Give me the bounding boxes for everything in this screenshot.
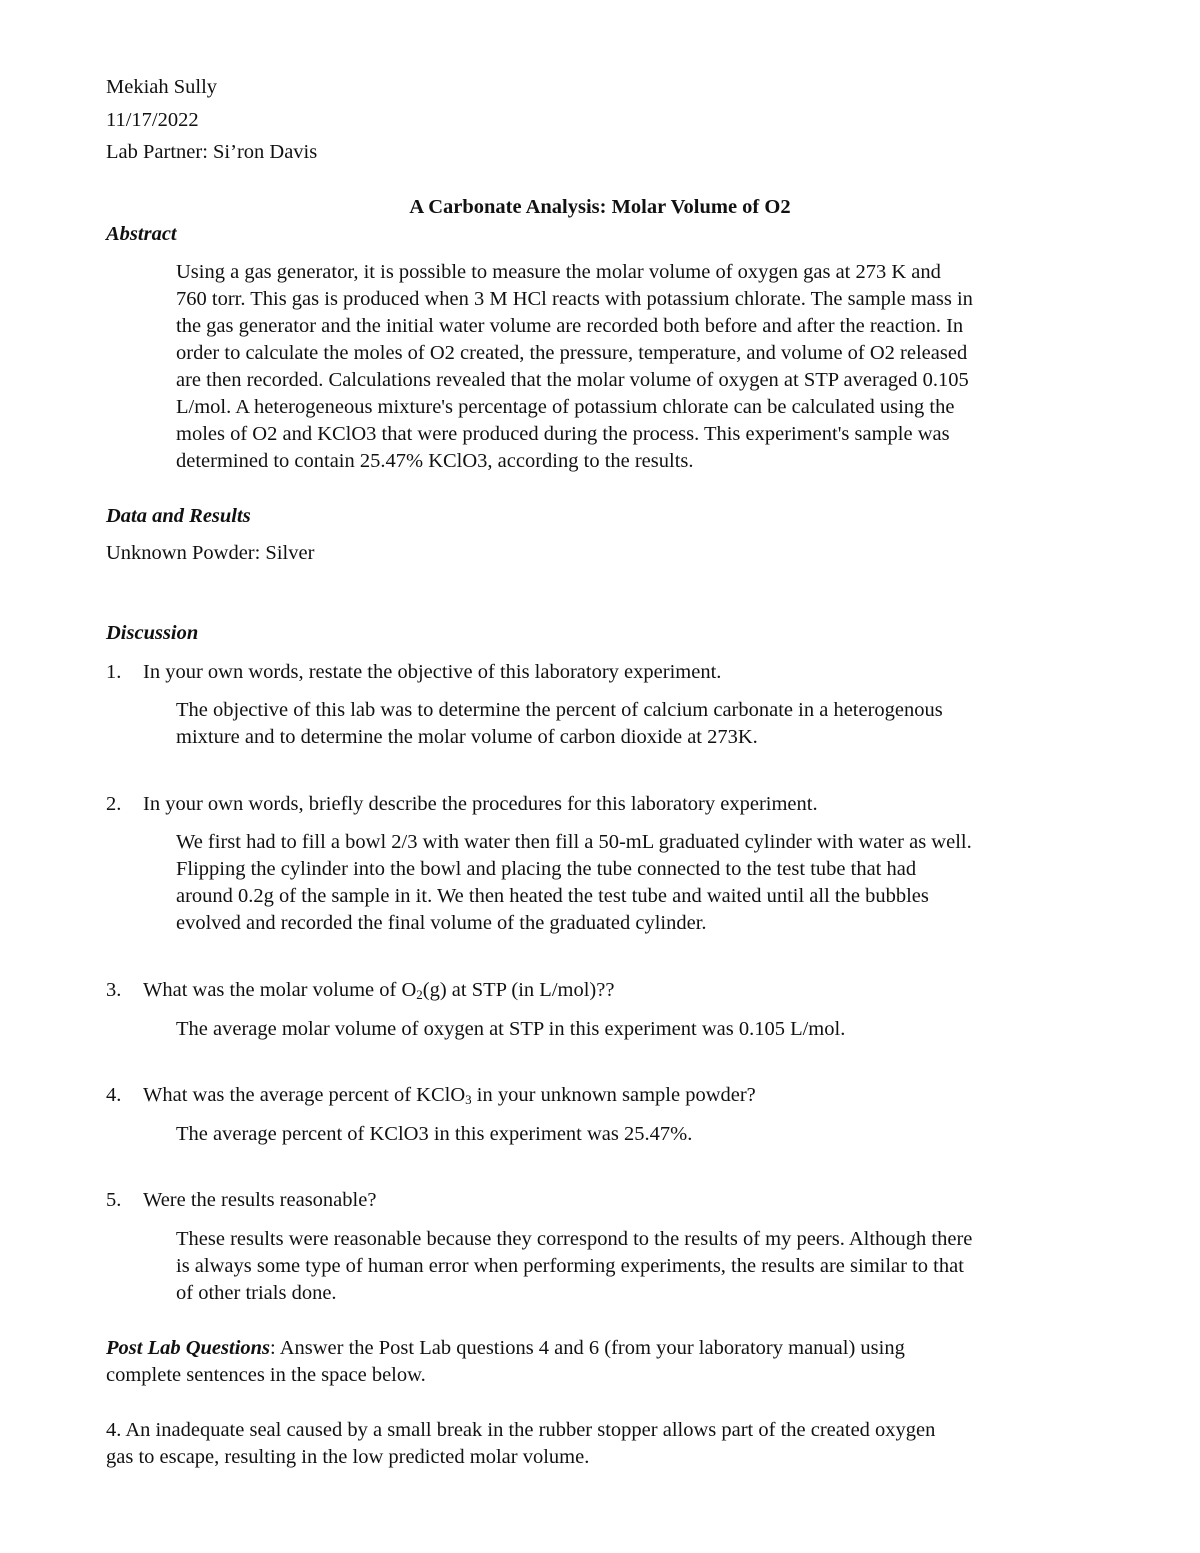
discussion-heading: Discussion <box>106 622 199 644</box>
abstract-line: the gas generator and the initial water volume are recorded both before and after the reaction. In <box>176 315 964 337</box>
discussion-answer-1 <box>176 697 1106 751</box>
answer-line: We first had to fill a bowl 2/3 with water then fill a 50-mL graduated cylinder with water as well. <box>176 831 972 853</box>
question-number: 1. <box>106 661 122 683</box>
question-text-part: What was the average percent of KClO <box>143 1084 466 1106</box>
answer-line: gas to escape, resulting in the low predicted molar volume. <box>106 1446 590 1468</box>
abstract-line: are then recorded. Calculations revealed that the molar volume of oxygen at STP averaged 0.105 <box>176 369 969 391</box>
question-text-part: (g) at STP (in L/mol)?? <box>422 979 615 1001</box>
discussion-answer-5 <box>176 1226 1106 1307</box>
post-lab-instruction-text: : Answer the Post Lab questions 4 and 6 (from your laboratory manual) using <box>270 1337 905 1359</box>
question-text: In your own words, briefly describe the procedures for this laboratory experiment. <box>143 793 818 815</box>
report-title: A Carbonate Analysis: Molar Volume of O2 <box>409 196 791 218</box>
subscript: 2 <box>416 987 423 1002</box>
answer-line: of other trials done. <box>176 1282 337 1304</box>
question-text-part: in your unknown sample powder? <box>471 1084 756 1106</box>
lab-partner: Lab Partner: Si’ron Davis <box>106 141 318 163</box>
question-text: Were the results reasonable? <box>143 1189 377 1211</box>
question-text <box>143 1084 756 1106</box>
question-number: 4. <box>106 1084 122 1106</box>
question-number: 2. <box>106 793 122 815</box>
abstract-heading: Abstract <box>106 223 177 245</box>
post-lab-instruction <box>106 1335 1096 1389</box>
question-number: 5. <box>106 1189 122 1211</box>
answer-line: evolved and recorded the final volume of the graduated cylinder. <box>176 912 707 934</box>
discussion-question-2 <box>106 791 818 818</box>
discussion-question-1 <box>106 659 721 686</box>
question-text <box>143 979 614 1001</box>
abstract-line: order to calculate the moles of O2 created, the pressure, temperature, and volume of O2 released <box>176 342 968 364</box>
answer-line: 4. An inadequate seal caused by a small break in the rubber stopper allows part of the created oxygen <box>106 1419 936 1441</box>
answer-line: mixture and to determine the molar volume of carbon dioxide at 273K. <box>176 726 758 748</box>
discussion-answer-2 <box>176 829 1106 937</box>
answer-line: is always some type of human error when performing experiments, the results are similar to that <box>176 1255 964 1277</box>
discussion-question-4 <box>106 1082 756 1109</box>
discussion-answer-4 <box>176 1121 1106 1148</box>
answer-line: around 0.2g of the sample in it. We then heated the test tube and waited until all the bubbles <box>176 885 929 907</box>
answer-line: These results were reasonable because they correspond to the results of my peers. Although there <box>176 1228 973 1250</box>
discussion-question-5 <box>106 1187 376 1214</box>
data-results-heading: Data and Results <box>106 505 251 527</box>
abstract-line: L/mol. A heterogeneous mixture's percentage of potassium chlorate can be calculated using the <box>176 396 955 418</box>
post-lab-heading: Post Lab Questions <box>106 1337 271 1359</box>
question-text-part: What was the molar volume of O <box>143 979 417 1001</box>
report-date: 11/17/2022 <box>106 109 199 131</box>
answer-line: The average percent of KClO3 in this experiment was 25.47%. <box>176 1123 693 1145</box>
post-lab-answer <box>106 1417 1096 1471</box>
abstract-body <box>176 259 1106 475</box>
question-text: In your own words, restate the objective of this laboratory experiment. <box>143 661 722 683</box>
answer-line: The average molar volume of oxygen at STP in this experiment was 0.105 L/mol. <box>176 1018 846 1040</box>
abstract-line: 760 torr. This gas is produced when 3 M HCl reacts with potassium chlorate. The sample mass in <box>176 288 973 310</box>
answer-line: The objective of this lab was to determine the percent of calcium carbonate in a heterogenous <box>176 699 943 721</box>
discussion-answer-3 <box>176 1016 1106 1043</box>
subscript: 3 <box>465 1092 472 1107</box>
answer-line: Flipping the cylinder into the bowl and placing the tube connected to the test tube that had <box>176 858 917 880</box>
unknown-powder: Unknown Powder: Silver <box>106 542 315 564</box>
discussion-question-3 <box>106 977 614 1004</box>
abstract-line: Using a gas generator, it is possible to measure the molar volume of oxygen gas at 273 K and <box>176 261 941 283</box>
abstract-line: determined to contain 25.47% KClO3, according to the results. <box>176 450 694 472</box>
abstract-line: moles of O2 and KClO3 that were produced during the process. This experiment's sample was <box>176 423 950 445</box>
question-number: 3. <box>106 979 122 1001</box>
author-name: Mekiah Sully <box>106 76 218 98</box>
post-lab-instruction-line: complete sentences in the space below. <box>106 1364 426 1386</box>
